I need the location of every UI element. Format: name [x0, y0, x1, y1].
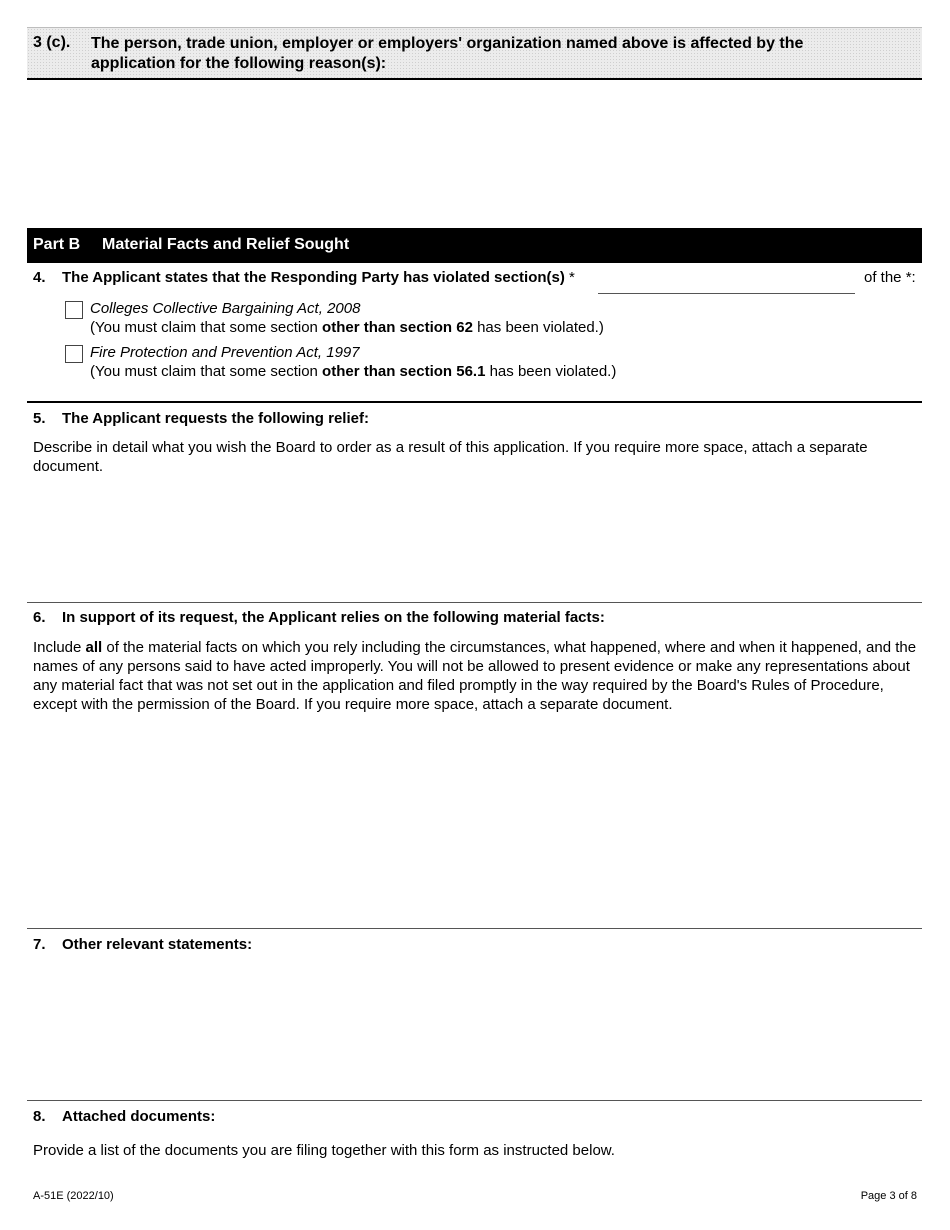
part-b-label: Part B [33, 236, 81, 253]
section-3c-number: 3 (c). [33, 34, 71, 51]
q7-answer-area[interactable] [27, 962, 922, 1096]
q4-number: 4. [33, 269, 46, 286]
colleges-act-label: Colleges Collective Bargaining Act, 2008 [90, 300, 361, 317]
colleges-act-note: (You must claim that some section other than section 62 has been violated.) [90, 319, 604, 336]
page-number: Page 3 of 8 [860, 1190, 917, 1202]
divider [27, 401, 922, 403]
q5-question: The Applicant requests the following relief: [62, 410, 369, 427]
q5-answer-area[interactable] [27, 480, 922, 598]
part-b-header [27, 228, 922, 263]
divider [27, 1100, 922, 1101]
q6-question: In support of its request, the Applicant relies on the following material facts: [62, 609, 605, 626]
q5-number: 5. [33, 410, 46, 427]
divider [27, 928, 922, 929]
q4-required-mark: * [569, 269, 575, 286]
divider [27, 602, 922, 603]
section-3c-text: The person, trade union, employer or employers' organization named above is affected by the application for the following reason(s): [91, 35, 804, 72]
section-3c-answer-area[interactable] [27, 80, 922, 225]
q7-number: 7. [33, 936, 46, 953]
q8-question: Attached documents: [62, 1108, 216, 1125]
fire-act-label: Fire Protection and Prevention Act, 1997 [90, 344, 360, 361]
q6-answer-area[interactable] [27, 718, 922, 923]
q4-question: The Applicant states that the Responding Party has violated section(s) * [62, 269, 575, 286]
fire-act-checkbox[interactable] [65, 345, 83, 363]
part-b-title: Material Facts and Relief Sought [102, 236, 350, 253]
form-id: A-51E (2022/10) [33, 1190, 114, 1202]
q4-sections-input[interactable] [598, 268, 855, 294]
q8-description: Provide a list of the documents you are filing together with this form as instructed below. [33, 1142, 615, 1159]
fire-act-note: (You must claim that some section other than section 56.1 has been violated.) [90, 363, 617, 380]
q4-suffix: of the *: [864, 269, 916, 286]
q6-description: Include all of the material facts on which you rely including the circumstances, what happened, where and when it happened, and the names of any persons said to have acted improperly. You will not be allowed to present evidence or make any representations about any material fact that was not set out in the application and filed promptly in the way required by the Board's Rules of Procedure, except with the permission of the Board. If you require more space, attach a separate document. [33, 639, 917, 713]
q5-description: Describe in detail what you wish the Board to order as a result of this application. If you require more space, attach a separate document. [33, 439, 868, 475]
q6-number: 6. [33, 609, 46, 626]
colleges-act-checkbox[interactable] [65, 301, 83, 319]
q7-question: Other relevant statements: [62, 936, 253, 953]
section-3c-header [27, 27, 922, 80]
q8-number: 8. [33, 1108, 46, 1125]
